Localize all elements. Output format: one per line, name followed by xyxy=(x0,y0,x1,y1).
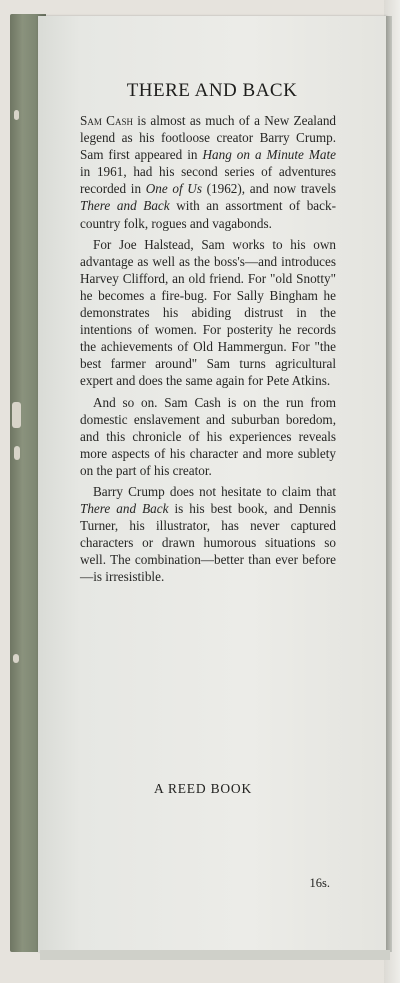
blurb-paragraph xyxy=(80,236,336,390)
text-run: in 1961, had his second series of adventures recorded in xyxy=(80,164,336,197)
blurb-paragraph xyxy=(80,394,336,479)
text-run: And so on. Sam Cash is on the run from domestic enslavement and suburban boredom, and this chronicle of his experiences reveals more aspects of his character and more sublety on the part of his creator. xyxy=(80,394,336,478)
text-run: Barry Crump does not hesitate to claim that xyxy=(93,483,336,499)
flap-bottom xyxy=(40,950,390,960)
wear-mark xyxy=(14,110,19,120)
book-title-text: There and Back xyxy=(80,198,170,214)
blurb-paragraph xyxy=(80,112,336,232)
text-run: with an assortment of back-country folk, rogues and vagabonds. xyxy=(80,198,336,231)
wear-mark xyxy=(13,654,19,663)
book-title-text: There and Back xyxy=(80,501,169,517)
book-title-text: Hang on a Minute Mate xyxy=(202,147,336,163)
text-run: is his best book, and Dennis Turner, his illustrator, has never captured characters or drawn humorous situations so well. The combination—better than ever before—is irresistible. xyxy=(80,501,336,585)
blurb-paragraph xyxy=(80,483,336,586)
character-name: Sam Cash xyxy=(80,113,133,128)
book-title-text: One of Us xyxy=(145,181,202,197)
flap-edge xyxy=(386,16,392,952)
blurb-text xyxy=(80,112,336,590)
wear-mark xyxy=(12,402,21,428)
text-run: is almost as much of a New Zealand legend as his footloose creator Barry Crump. Sam first appeared in xyxy=(80,113,337,163)
wear-mark xyxy=(14,446,20,460)
text-run: (1962), and now travels xyxy=(201,181,337,197)
price-label: 16s. xyxy=(309,876,330,890)
publisher-line: A REED BOOK xyxy=(153,781,253,796)
text-run: For Joe Halstead, Sam works to his own advantage as well as the boss's—and introduces Harvey Clifford, an old friend. For "old Snotty" he becomes a fire-bug. For Sally Bingham he demonstrates his abiding distrust in the intentions of women. For posterity he records the achievements of Old Hammergun. For "the best farmer around" Sam turns agricultural expert and does the same again for Pete Atkins. xyxy=(80,236,336,389)
flap-title: THERE AND BACK xyxy=(126,80,298,101)
